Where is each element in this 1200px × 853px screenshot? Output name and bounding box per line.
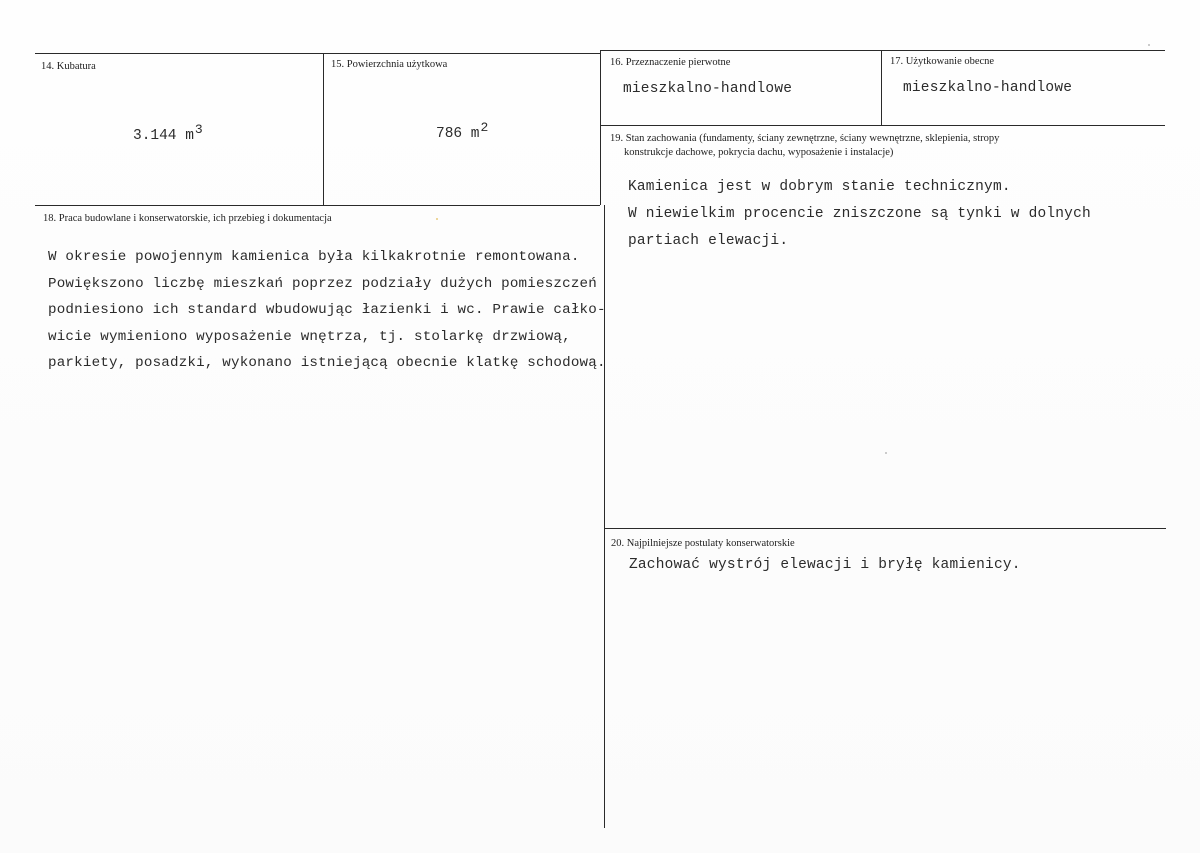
- postulaty-value: Zachować wystrój elewacji i bryłę kamienicy.: [629, 557, 1021, 573]
- postulaty-label: 20. Najpilniejsze postulaty konserwatorskie: [611, 538, 795, 549]
- rule-under-16-17: [600, 125, 1165, 126]
- prace-text: [48, 244, 606, 377]
- divider-main: [600, 50, 601, 205]
- prace-line-3: podniesiono ich standard wbudowując łazienki i wc. Prawie całko-: [48, 302, 606, 318]
- divider-14-15: [323, 53, 324, 205]
- divider-16-17: [881, 50, 882, 126]
- paper-speck: [1148, 44, 1150, 46]
- powierzchnia-number: 786 m: [436, 126, 480, 142]
- uzytkowanie-value: mieszkalno-handlowe: [903, 80, 1073, 96]
- stan-label-line-1: 19. Stan zachowania (fundamenty, ściany zewnętrzne, ściany wewnętrzne, sklepienia, stropy: [610, 133, 1000, 144]
- przeznaczenie-label: 16. Przeznaczenie pierwotne: [610, 57, 731, 68]
- prace-line-1: W okresie powojennym kamienica była kilkakrotnie remontowana.: [48, 249, 580, 265]
- kubatura-value: [133, 122, 203, 144]
- top-rule: [35, 53, 600, 54]
- kubatura-number: 3.144 m: [133, 128, 194, 144]
- przeznaczenie-value: mieszkalno-handlowe: [623, 81, 793, 97]
- kubatura-label: 14. Kubatura: [41, 61, 96, 72]
- paper-speck: [885, 452, 887, 454]
- top-rule-right: [600, 50, 1165, 51]
- prace-line-5: parkiety, posadzki, wykonano istniejącą obecnie klatkę schodową.: [48, 355, 606, 371]
- rule-under-19: [604, 528, 1166, 529]
- stan-text: [628, 174, 1091, 255]
- prace-label: 18. Praca budowlane i konserwatorskie, ich przebieg i dokumentacja: [43, 213, 332, 224]
- rule-under-14-15: [35, 205, 600, 206]
- stan-line-1: Kamienica jest w dobrym stanie technicznym.: [628, 179, 1011, 195]
- powierzchnia-value: [436, 120, 489, 142]
- paper-speck: [436, 218, 438, 220]
- powierzchnia-label: 15. Powierzchnia użytkowa: [331, 59, 448, 70]
- stan-line-3: partiach elewacji.: [628, 233, 789, 249]
- stan-label-line-2: konstrukcje dachowe, pokrycia dachu, wyposażenie i instalacje): [624, 147, 894, 158]
- stan-line-2: W niewielkim procencie zniszczone są tynki w dolnych: [628, 206, 1091, 222]
- prace-line-2: Powiększono liczbę mieszkań poprzez podziały dużych pomieszczeń: [48, 275, 597, 292]
- uzytkowanie-label: 17. Użytkowanie obecne: [890, 56, 995, 67]
- prace-line-4: wicie wymieniono wyposażenie wnętrza, tj. stolarkę drzwiową,: [48, 328, 571, 345]
- powierzchnia-exponent: 2: [480, 120, 489, 135]
- kubatura-exponent: 3: [194, 122, 203, 137]
